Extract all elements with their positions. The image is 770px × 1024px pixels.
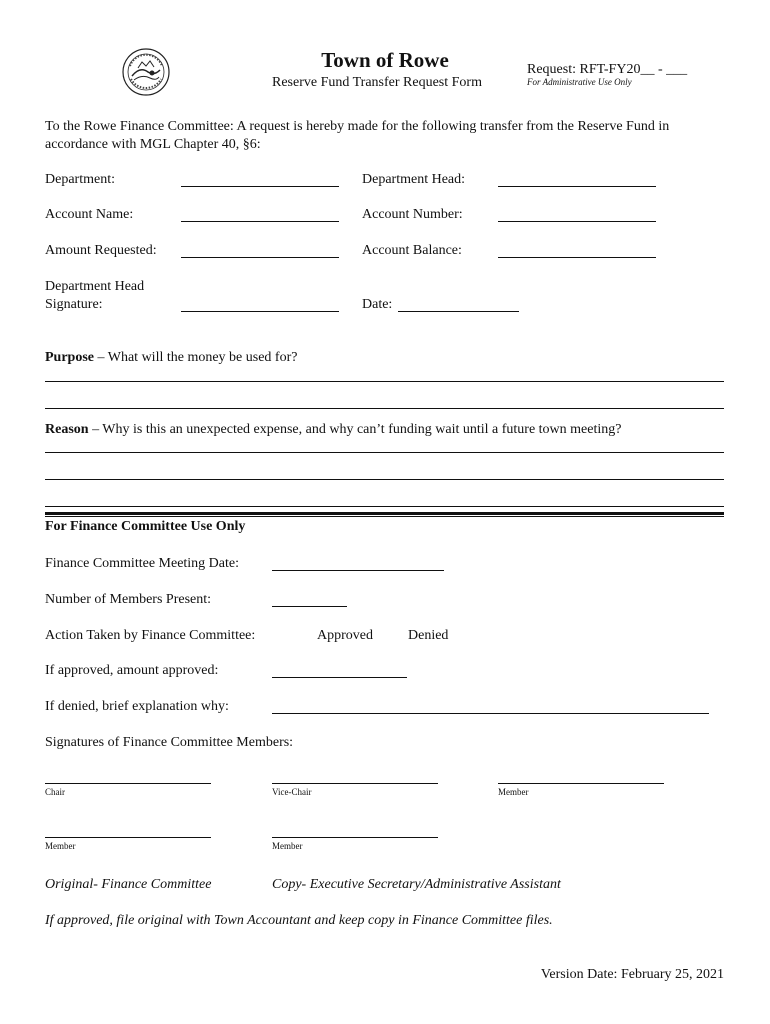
approved-option[interactable]: Approved bbox=[317, 628, 373, 643]
department-head-signature-field[interactable] bbox=[181, 297, 339, 312]
amount-requested-label: Amount Requested: bbox=[45, 243, 157, 258]
member-caption-2: Member bbox=[45, 841, 76, 851]
amount-approved-label: If approved, amount approved: bbox=[45, 663, 219, 678]
member-caption-1: Member bbox=[498, 787, 529, 797]
denied-option[interactable]: Denied bbox=[408, 628, 449, 643]
department-head-field[interactable] bbox=[498, 172, 656, 187]
filing-instruction: If approved, file original with Town Accountant and keep copy in Finance Committee files. bbox=[45, 913, 553, 928]
members-present-label: Number of Members Present: bbox=[45, 592, 212, 607]
denied-explanation-label: If denied, brief explanation why: bbox=[45, 699, 229, 714]
account-balance-field[interactable] bbox=[498, 243, 656, 258]
reason-answer-line-3[interactable] bbox=[45, 506, 724, 507]
department-label: Department: bbox=[45, 172, 115, 187]
original-note: Original- Finance Committee bbox=[45, 877, 212, 892]
form-subtitle: Reserve Fund Transfer Request Form bbox=[272, 75, 482, 90]
signature-label-line2: Signature: bbox=[45, 297, 103, 312]
section-divider bbox=[45, 512, 724, 517]
admin-use-note: For Administrative Use Only bbox=[527, 77, 632, 87]
chair-caption: Chair bbox=[45, 787, 65, 797]
reason-answer-line-2[interactable] bbox=[45, 479, 724, 480]
purpose-question bbox=[45, 350, 297, 366]
reason-label: Reason bbox=[45, 422, 89, 437]
signatures-label: Signatures of Finance Committee Members: bbox=[45, 735, 294, 750]
vice-chair-signature-line[interactable] bbox=[272, 783, 438, 784]
date-label: Date: bbox=[362, 297, 393, 312]
purpose-answer-line-2[interactable] bbox=[45, 408, 724, 409]
amount-approved-field[interactable] bbox=[272, 663, 407, 678]
meeting-date-field[interactable] bbox=[272, 556, 444, 571]
meeting-date-label: Finance Committee Meeting Date: bbox=[45, 556, 240, 571]
account-number-label: Account Number: bbox=[362, 207, 463, 222]
purpose-answer-line-1[interactable] bbox=[45, 381, 724, 382]
account-name-field[interactable] bbox=[181, 207, 339, 222]
committee-heading: For Finance Committee Use Only bbox=[45, 519, 246, 534]
account-number-field[interactable] bbox=[498, 207, 656, 222]
department-field[interactable] bbox=[181, 172, 339, 187]
page-title: Town of Rowe bbox=[321, 48, 449, 72]
purpose-text: – What will the money be used for? bbox=[94, 350, 298, 365]
denied-explanation-field[interactable] bbox=[272, 699, 709, 714]
request-number: Request: RFT-FY20__ - ___ bbox=[527, 62, 688, 77]
member-signature-line-1[interactable] bbox=[498, 783, 664, 784]
action-taken-label: Action Taken by Finance Committee: bbox=[45, 628, 256, 643]
reason-answer-line-1[interactable] bbox=[45, 452, 724, 453]
date-field[interactable] bbox=[398, 297, 519, 312]
amount-requested-field[interactable] bbox=[181, 243, 339, 258]
department-head-label: Department Head: bbox=[362, 172, 466, 187]
intro-text: To the Rowe Finance Committee: A request is hereby made for the following transfer from the Reserve Fund in bbox=[45, 119, 670, 134]
account-name-label: Account Name: bbox=[45, 207, 134, 222]
members-present-field[interactable] bbox=[272, 592, 347, 607]
reason-question bbox=[45, 422, 621, 438]
purpose-label: Purpose bbox=[45, 350, 94, 365]
vice-chair-caption: Vice-Chair bbox=[272, 787, 312, 797]
chair-signature-line[interactable] bbox=[45, 783, 211, 784]
reason-text: – Why is this an unexpected expense, and why can’t funding wait until a future town meeting? bbox=[88, 422, 622, 437]
copy-note: Copy- Executive Secretary/Administrative Assistant bbox=[272, 877, 561, 892]
member-caption-3: Member bbox=[272, 841, 303, 851]
intro-text-line2: accordance with MGL Chapter 40, §6: bbox=[45, 137, 261, 152]
signature-label-line1: Department Head bbox=[45, 279, 145, 294]
town-seal-icon bbox=[122, 48, 170, 96]
member-signature-line-2[interactable] bbox=[45, 837, 211, 838]
version-date: Version Date: February 25, 2021 bbox=[540, 967, 724, 982]
member-signature-line-3[interactable] bbox=[272, 837, 438, 838]
account-balance-label: Account Balance: bbox=[362, 243, 462, 258]
